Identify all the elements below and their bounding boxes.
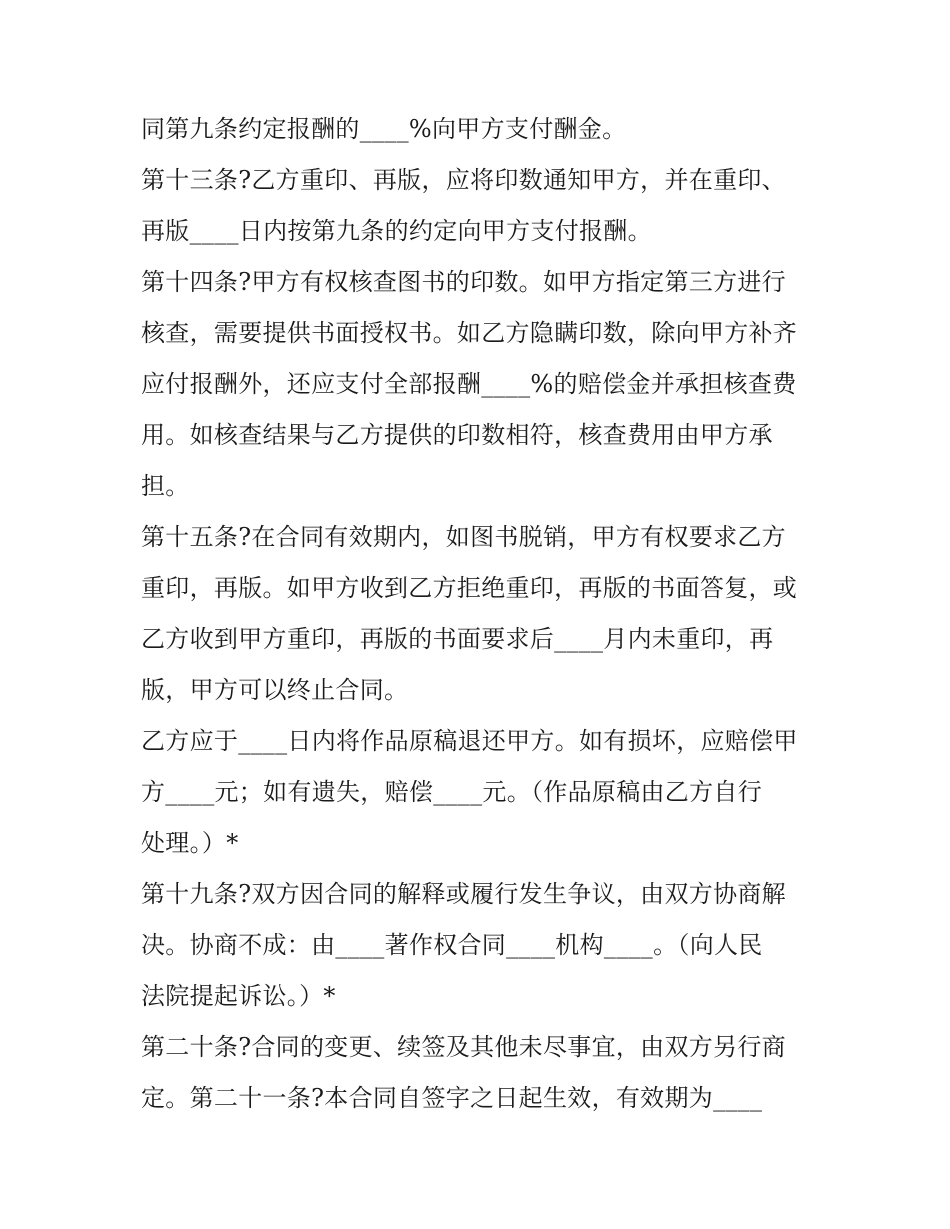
text-line: 法院提起诉讼。）* [141, 982, 336, 1010]
text-line: 处理。）* [141, 829, 239, 857]
text-line: 决。协商不成：由____著作权合同____机构____。（向人民 [141, 931, 763, 959]
text-line: 重印，再版。如甲方收到乙方拒绝重印，再版的书面答复，或 [141, 574, 798, 602]
text-line: 第十五条?在合同有效期内，如图书脱销，甲方有权要求乙方 [141, 523, 786, 551]
text-line: 乙方应于____日内将作品原稿退还甲方。如有损坏，应赔偿甲 [141, 727, 798, 755]
text-line: 核查，需要提供书面授权书。如乙方隐瞒印数，除向甲方补齐 [141, 319, 798, 347]
text-line: 第十九条?双方因合同的解释或履行发生争议，由双方协商解 [141, 880, 786, 908]
text-line: 担。 [141, 472, 190, 500]
text-line: 版，甲方可以终止合同。 [141, 676, 409, 704]
text-line: 第二十条?合同的变更、续签及其他未尽事宜，由双方另行商 [141, 1033, 786, 1061]
text-line: 第十三条?乙方重印、再版，应将印数通知甲方，并在重印、 [141, 166, 786, 194]
text-line: 同第九条约定报酬的____%向甲方支付酬金。 [141, 115, 627, 143]
text-line: 方____元；如有遗失，赔偿____元。（作品原稿由乙方自行 [141, 778, 762, 806]
text-line: 第十四条?甲方有权核查图书的印数。如甲方指定第三方进行 [141, 268, 786, 296]
contract-text [141, 104, 821, 1124]
text-line: 定。第二十一条?本合同自签字之日起生效，有效期为____ [141, 1084, 763, 1112]
text-line: 用。如核查结果与乙方提供的印数相符，核查费用由甲方承 [141, 421, 773, 449]
text-line: 应付报酬外，还应支付全部报酬____%的赔偿金并承担核查费 [141, 370, 797, 398]
text-line: 乙方收到甲方重印，再版的书面要求后____月内未重印，再 [141, 625, 774, 653]
text-line: 再版____日内按第九条的约定向甲方支付报酬。 [141, 217, 652, 245]
